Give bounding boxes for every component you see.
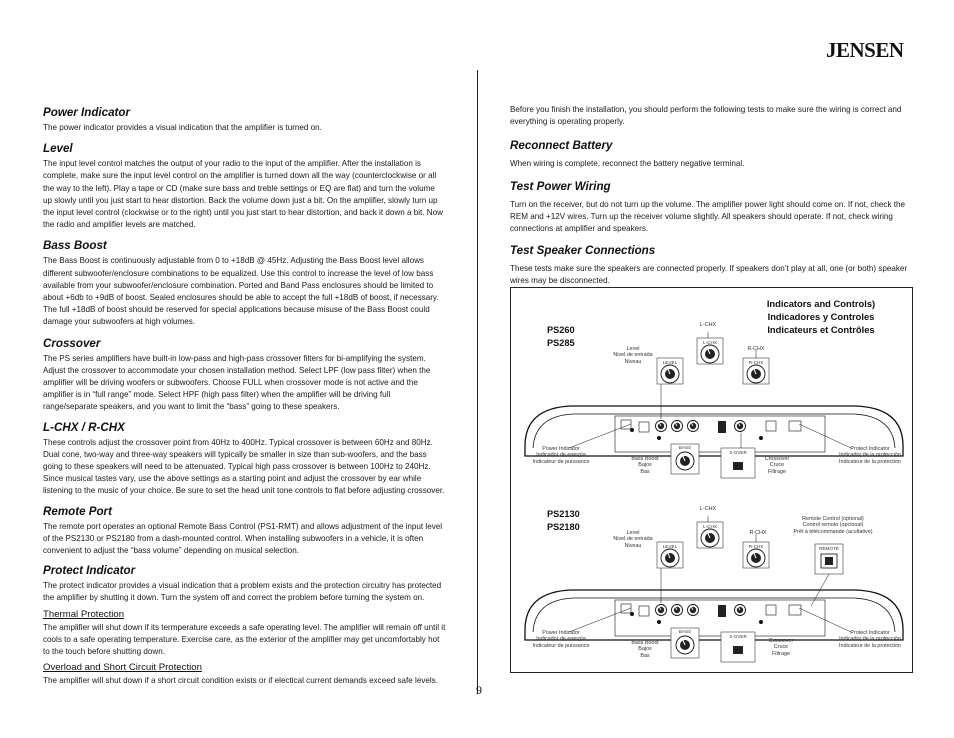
model-name: PS2130 (547, 509, 580, 519)
top-xover-caption: X-OVER (729, 450, 747, 455)
label-line: Remote Control (optional) (802, 516, 864, 522)
level-section (43, 141, 446, 231)
top-lchx-label: L-CHX (699, 322, 717, 328)
section-body: When wiring is complete, reconnect the battery negative terminal. (510, 159, 745, 169)
top-power-label (525, 446, 597, 465)
section-heading: Test Power Wiring (510, 179, 611, 193)
label-line: Level (626, 530, 640, 536)
section-heading: Bass Boost (43, 239, 107, 253)
section-body: The Bass Boost is continuously adjustable from 0 to +18dB @ 45Hz. Adjusting the Bass Boost level allows different subwoofer/enclosure combinations to be equalized. Use this control to increase the level of low bass available from your subwoofer/enclosure combination. Ported and Band Pass enclosures should be limited to about +6db to +9dB of boost. Sealed enclosures should be able to accept the full +18dB of boost, if necessary. The full +18dB of boost should be reserved for special applications because misuse of the Bass Boost could damage your subwoofers at high volumes. (43, 256, 439, 327)
bottom-bassboost-caption (671, 629, 699, 635)
label-line: Cruce (769, 462, 785, 469)
caption-line: BASS (678, 445, 692, 450)
label-line: Indicateur de puissance (532, 642, 590, 649)
label-line: Prêt à télécommande (acultative) (793, 528, 873, 535)
section-heading: Power Indicator (43, 106, 130, 119)
label-line: Indicador de energía (536, 636, 586, 643)
protect-indicator-section (43, 563, 446, 687)
left-column (43, 105, 446, 688)
subsection-heading: Overload and Short Circuit Protection (43, 662, 202, 674)
top-bass-label (623, 456, 667, 475)
subsection-body: The amplifier will shut down if a short circuit condition exists or if electical current demands exceed safe levels. (43, 676, 438, 686)
lchx-rchx-section (43, 420, 446, 498)
brand-logo: JENSEN (826, 38, 904, 62)
label-line: Filtrage (772, 650, 790, 657)
remote-port-section (43, 504, 446, 558)
bottom-power-label (525, 630, 597, 649)
label-line: Crossover (764, 456, 790, 462)
label-line: Bas (640, 468, 650, 475)
bottom-protect-label (829, 630, 911, 649)
section-body: The input level control matches the output of your radio to the input of the amplifier. After the installation is complete, make sure the input level control on the amplifier is turned down all the way (counterclockwise or all the way to the left). Play a tape or CD (make sure bass and treble settings or EQ are flat) and turn the volume up slowly until you just start to hear distortion. Back the volume down just a bit. On the amplifier, slowly turn up the input level control (clockwise or to the right) until you just start to hear distortion, and back it down a bit. Now the radio and amplifier levels are matched. (43, 159, 443, 230)
intro-paragraph: Before you finish the installation, you should perform the following tests to make sure the wiring is correct and everything is operating properly. (510, 105, 902, 127)
label-line: Control remoto (opcional) (802, 522, 864, 529)
overload-protection-subsection (43, 662, 446, 687)
top-lchx-caption: L-CHX (703, 340, 717, 345)
section-body: The protect indicator provides a visual indication that a problem exists and the protection circuitry has protected the amplifier by shutting it down. Turn the system off and correct the problem before turning the system on. (43, 581, 442, 603)
section-body: These controls adjust the crossover point from 40Hz to 400Hz. Typical crossover is between 60Hz and 80Hz. Dual cone, two-way and three-way speakers will typically be smaller in size than sub-woofers, and the bass going to these speakers will need to be attenuated. Typical high pass crossover is between 100Hz to 240Hz. Since musical tastes vary, use the above settings as a starting point and adjust the crossover by ear while listening to the music of your choice. Be sure to set the head unit tone controls to flat before adjusting crossover. (43, 437, 445, 496)
model-name: PS260 (547, 325, 575, 335)
label-line: Power Indicator (542, 630, 580, 636)
right-column (510, 104, 910, 296)
section-body: The power indicator provides a visual indication that the amplifier is turned on. (43, 123, 322, 132)
section-heading: Reconnect Battery (510, 139, 613, 153)
section-heading: Test Speaker Connections (510, 244, 656, 258)
bottom-lchx-caption: L-CHX (703, 524, 717, 529)
bottom-rchx-label: R-CHX (749, 530, 767, 536)
crossover-section (43, 336, 446, 414)
bottom-xover-caption: X-OVER (729, 634, 747, 639)
label-line: Indicateur de la protection (838, 458, 902, 465)
test-speaker-connections-section (510, 243, 910, 287)
subsection-body: The amplifier will shut down if its termperature exceeds a safe operating level. The amplifier will remain off until it cools to a safe operating temperature. Exercise care, as the exterior of the amplifier may get uncomfortably hot to the touch before shutting down. (43, 622, 446, 657)
diagram-title-line: Indicadores y Controles (767, 311, 875, 322)
reconnect-battery-section (510, 138, 910, 170)
bottom-lchx-label: L-CHX (699, 506, 717, 512)
section-body: These tests make sure the speakers are connected properly. If speakers don’t play at all, one (or both) speaker wires may be disconnected. (510, 264, 908, 286)
page-number: 9 (476, 683, 482, 697)
bottom-level-caption: LEVEL (662, 544, 678, 549)
label-line: Bas (640, 652, 650, 659)
label-line: Bajos (638, 646, 652, 653)
thermal-protection-subsection (43, 609, 446, 659)
section-heading: L-CHX / R-CHX (43, 420, 125, 434)
top-level-label (607, 346, 659, 365)
bottom-model-names (547, 508, 580, 534)
label-line: Protect Indicator (850, 446, 890, 452)
bass-boost-section (43, 238, 446, 328)
section-heading: Protect Indicator (43, 564, 136, 578)
bottom-remote-caption: REMOTE (819, 546, 839, 551)
label-line: Crossover (768, 638, 794, 644)
label-line: Nivel de entrada (613, 352, 653, 359)
section-heading: Remote Port (43, 504, 112, 518)
label-line: Bajos (638, 462, 652, 469)
bottom-level-label (607, 530, 659, 549)
top-level-caption: LEVEL (662, 360, 678, 365)
bottom-crossover-label (759, 638, 803, 657)
top-crossover-label (755, 456, 799, 475)
label-line: Indicador de energía (536, 452, 586, 459)
top-protect-label (829, 446, 911, 465)
diagram-title-line: Indicators and Controls) (766, 298, 876, 309)
label-line: Bass Boost (631, 456, 659, 462)
section-body: Turn on the receiver, but do not turn up the volume. The amplifier power light should come on. If not, check the REM and +12V wires. Turn up the receiver volume slightly. All speakers should operate. If not, check wiring connections at amplifier and speakers. (510, 199, 906, 234)
test-power-wiring-section (510, 179, 910, 236)
top-rchx-caption: R-CHX (748, 360, 764, 365)
top-bassboost-caption (671, 445, 699, 451)
section-heading: Level (43, 142, 73, 156)
model-name: PS285 (547, 338, 575, 348)
label-line: Level (626, 346, 640, 352)
section-heading: Crossover (43, 336, 101, 350)
label-line: Protect Indicator (850, 630, 890, 636)
label-line: Nivel de entrada (613, 536, 653, 543)
section-body: The PS series amplifiers have built-in low-pass and high-pass crossover filters for bi-amplifying the system. Adjust the crossover to accommodate your chosen installation method. Select LPF (low pass filter) when the amplifier will be driving woofers or subwoofers. Choose FULL when crossover mode is not active and the amplifier is in “full range” mode. Select HPF (high pass filter) when the amplifier will be driving full range/separate speakers, and you want to limit the “bass” going to these speakers. (43, 353, 431, 412)
label-line: Indicateur de puissance (532, 458, 590, 465)
bottom-remote-label (775, 516, 891, 535)
indicators-controls-diagram (510, 287, 913, 673)
bottom-bass-label (623, 640, 667, 659)
section-body: The remote port operates an optional Remote Bass Control (PS1-RMT) and allows adjustment of the input level of the PS2130 or PS2180 from a dash-mounted control. When installing subwoofers in a vehicle, it is often convenient to adjust the “bass volume” depending on musical selection. (43, 521, 443, 556)
label-line: Indicador de la protección (839, 636, 901, 643)
top-rchx-label: R-CHX (747, 346, 765, 352)
column-divider (477, 70, 478, 694)
caption-line: BASS (678, 629, 692, 634)
subsection-heading: Thermal Protection (43, 608, 125, 620)
diagram-title-line: Indicateurs et Contrôles (767, 324, 875, 335)
label-line: Indicador de la protección (839, 452, 901, 459)
power-indicator-section (43, 105, 446, 134)
label-line: Filtrage (768, 468, 786, 475)
label-line: Niveau (624, 358, 642, 365)
label-line: Power Indicator (542, 446, 580, 452)
diagram-title (737, 297, 905, 336)
label-line: Cruce (773, 644, 789, 651)
bottom-rchx-caption: R-CHX (748, 544, 764, 549)
label-line: Bass Boost (631, 640, 659, 646)
top-model-names (547, 324, 575, 350)
label-line: Indicateur de la protection (838, 642, 902, 649)
label-line: Niveau (624, 542, 642, 549)
model-name: PS2180 (547, 522, 580, 532)
